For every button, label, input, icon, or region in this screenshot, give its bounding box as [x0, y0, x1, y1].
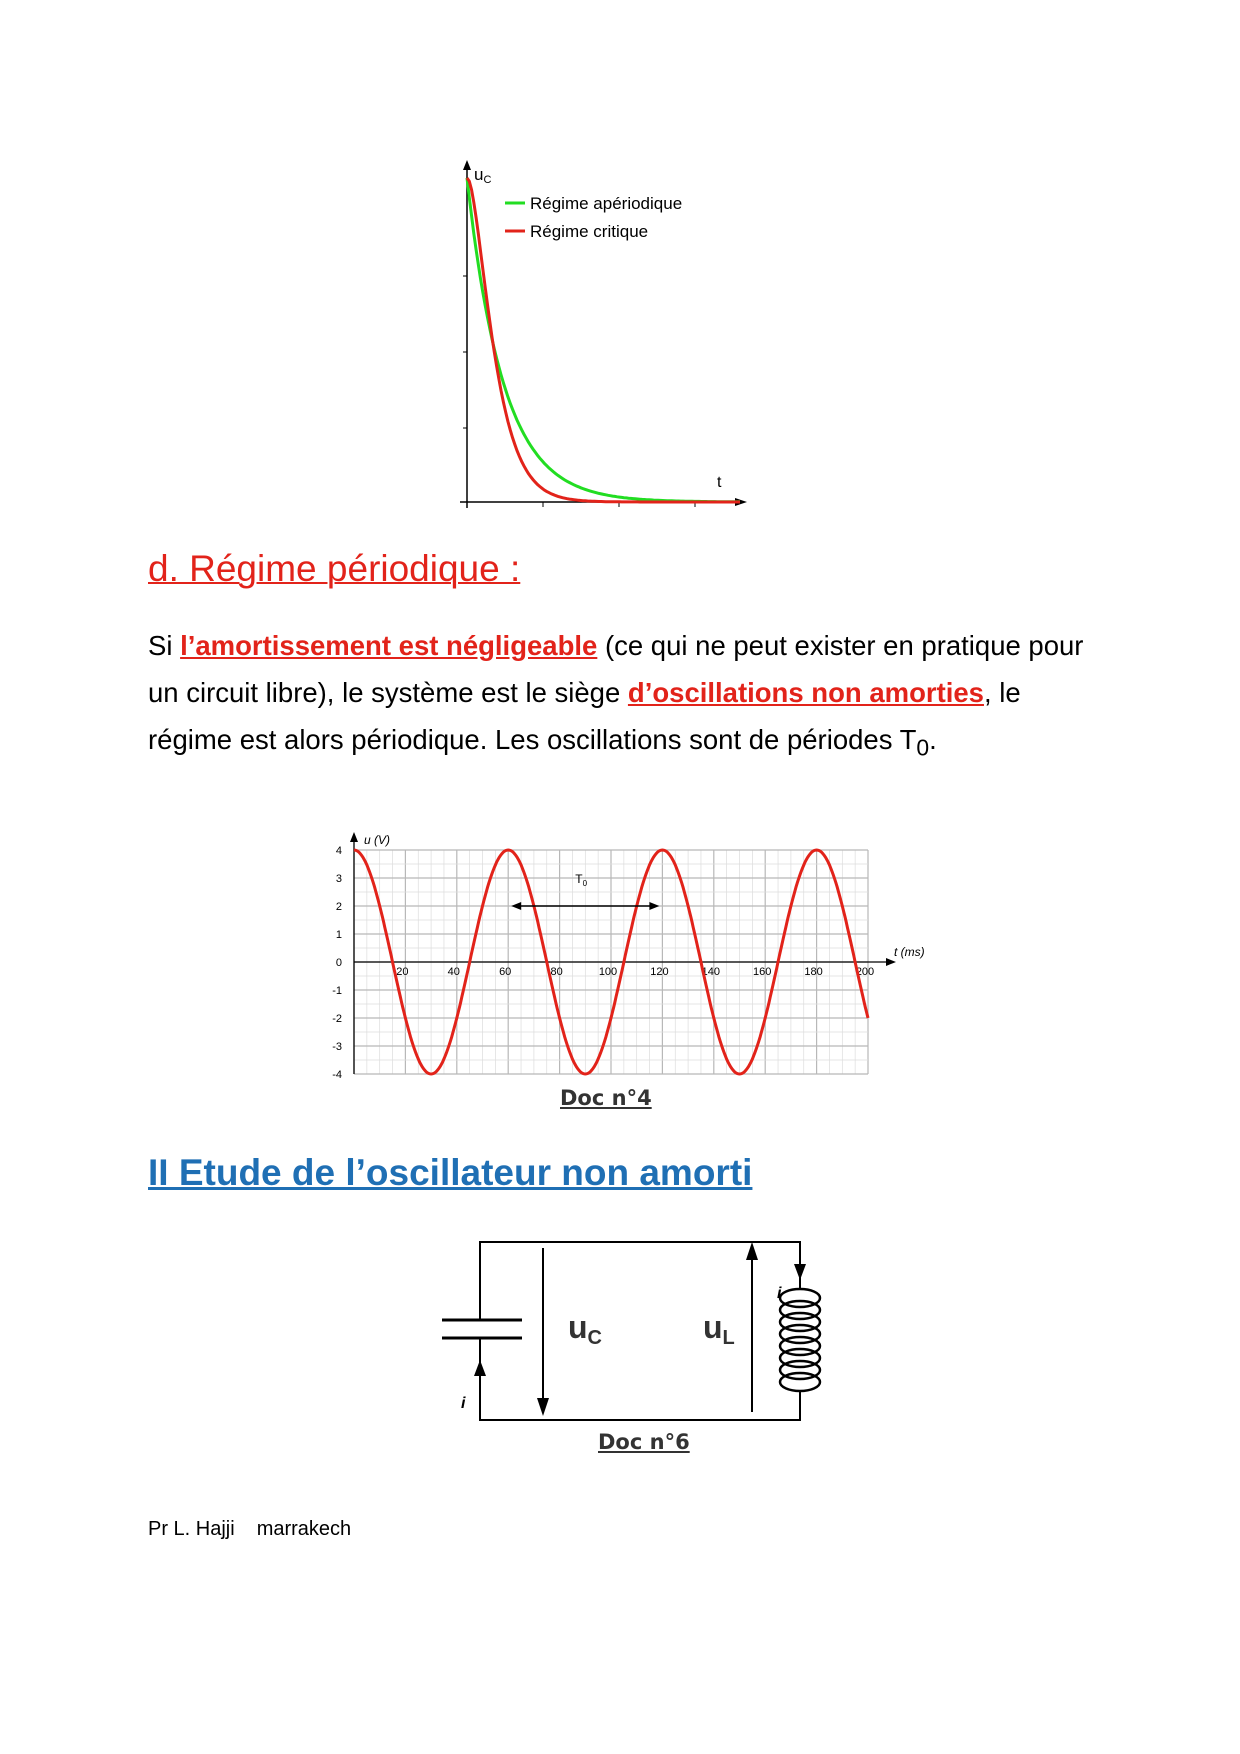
chart-y-tick-label: 4	[335, 845, 342, 857]
chart-x-tick-label: 120	[650, 966, 669, 978]
legend-label-critical: Régime critique	[530, 222, 649, 241]
current-arrow-right	[794, 1264, 806, 1280]
section-II-title: II Etude de l’oscillateur non amorti	[148, 1152, 753, 1193]
caption-doc4: Doc n°4	[560, 1086, 652, 1110]
chart-y-tick-label: 3	[335, 873, 342, 885]
caption-doc6: Doc n°6	[598, 1430, 690, 1454]
x-axis-label: t	[717, 474, 722, 491]
chart-x-tick-label: 180	[804, 966, 823, 978]
chart-x-tick-label: 160	[753, 966, 772, 978]
circuit-diagram	[440, 1230, 840, 1430]
ul-label: uL	[703, 1309, 735, 1349]
highlight-negligible-damping: l’amortissement est négligeable	[180, 630, 598, 661]
highlight-undamped-oscillations: d’oscillations non amorties	[627, 677, 984, 708]
footer-author: Pr L. Hajji	[148, 1518, 235, 1540]
chart-y-tick-label: -1	[332, 985, 342, 997]
chart-x-tick-label: 80	[550, 966, 563, 978]
figure-regimes	[455, 160, 755, 515]
inductor-coil	[780, 1289, 820, 1391]
chart-y-tick-label: 0	[335, 957, 342, 969]
chart-x-tick-label: 20	[396, 966, 409, 978]
current-label-left: i	[461, 1395, 466, 1412]
chart-y-label: u (V)	[364, 833, 391, 847]
chart-x-tick-label: 140	[701, 966, 720, 978]
y-axis-arrow	[463, 160, 471, 170]
y-axis-label: uC	[474, 165, 492, 186]
chart-x-tick-label: 40	[447, 966, 460, 978]
paragraph-periodic: Si l’amortissement est négligeable (ce qui ne peut exister en pratique pour un circuit libre), le système est le siège d’oscillations non amorties, le régime est alors périodique. Les oscillations sont de périodes $T_0$.	[148, 630, 1084, 761]
chart-periodic-oscillation	[320, 828, 925, 1090]
chart-y-tick-label: -3	[332, 1041, 342, 1053]
footer	[148, 1518, 373, 1541]
chart-x-tick-label: 100	[598, 966, 618, 978]
chart-x-label: t (ms)	[894, 945, 925, 959]
footer-city: marrakech	[256, 1518, 352, 1540]
period-label: $T_0$	[575, 872, 588, 888]
chart-x-tick-label: 60	[499, 966, 512, 978]
legend-label-aperiodic: Régime apériodique	[530, 194, 683, 213]
chart-y-tick-label: -2	[332, 1013, 342, 1025]
chart-y-tick-label: 2	[335, 901, 342, 913]
chart-x-tick-label: 200	[855, 966, 875, 978]
current-arrow-left	[474, 1360, 486, 1376]
chart-y-tick-label: -4	[332, 1069, 342, 1081]
chart-y-tick-label: 1	[335, 929, 342, 941]
uc-label: uC	[568, 1309, 602, 1349]
current-label-right: i	[777, 1285, 782, 1302]
section-d-title: d. Régime périodique :	[148, 548, 521, 589]
